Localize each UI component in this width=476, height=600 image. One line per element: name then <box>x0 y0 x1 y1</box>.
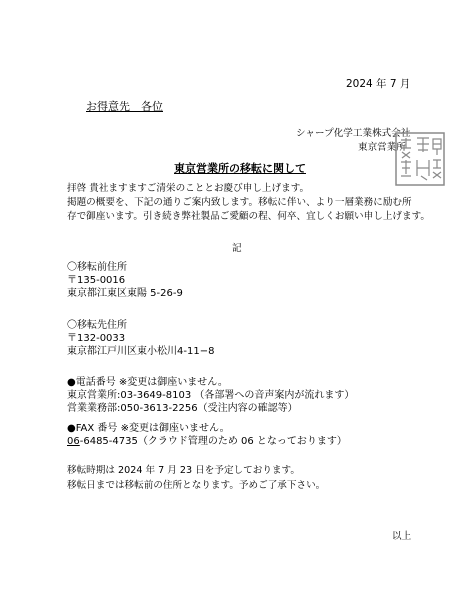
fax-area-code: 06 <box>67 436 80 447</box>
greeting-line: 拝啓 貴社ますますご清栄のこととお慶び申し上げます。 <box>67 183 310 194</box>
fax-heading: ●FAX 番号 ※変更は御座いません。 <box>67 423 230 434</box>
letter-subject: 東京営業所の移転に関して <box>174 162 306 175</box>
phone-line-sales: 営業業務部:050-3613-2256（受注内容の確認等） <box>67 403 298 414</box>
new-address-zip: 〒132-0033 <box>67 333 126 344</box>
new-address-text: 東京都江戸川区東小松川4-11−8 <box>67 346 215 357</box>
ki-heading: 記 <box>232 243 242 254</box>
old-address-text: 東京都江東区東陽 5-26-9 <box>67 288 183 299</box>
old-address-heading: 〇移転前住所 <box>67 262 127 273</box>
fax-number-rest: -6485-4735（クラウド管理のため 06 となっております） <box>79 436 347 447</box>
closing-ijo: 以上 <box>392 531 412 542</box>
move-note-line: 移転日までは移転前の住所となります。予めご了承下さい。 <box>67 480 326 491</box>
old-address-zip: 〒135-0016 <box>67 275 126 286</box>
move-note-line: 移転時期は 2024 年 7 月 23 日を予定しております。 <box>67 465 300 476</box>
greeting-line: 掲題の概要を、下記の通りご案内致します。移転に伴い、より一層業務に励む所 <box>67 197 412 208</box>
phone-heading: ●電話番号 ※変更は御座いません。 <box>67 377 228 388</box>
fax-line <box>67 436 347 448</box>
department-name: 東京営業所 <box>358 142 406 153</box>
company-seal-stamp <box>395 132 445 186</box>
company-name: シャープ化学工業株式会社 <box>296 128 411 139</box>
letter-date: 2024 年 7 月 <box>346 78 411 90</box>
recipient-line: お得意先 各位 <box>86 100 163 113</box>
phone-line-tokyo: 東京営業所:03-3649-8103 （各部署への音声案内が流れます） <box>67 390 355 401</box>
new-address-heading: 〇移転先住所 <box>67 320 127 331</box>
greeting-line: 存で御座います。引き続き弊社製品ご愛顧の程、何卒、宜しくお願い申し上げます。 <box>67 211 431 222</box>
